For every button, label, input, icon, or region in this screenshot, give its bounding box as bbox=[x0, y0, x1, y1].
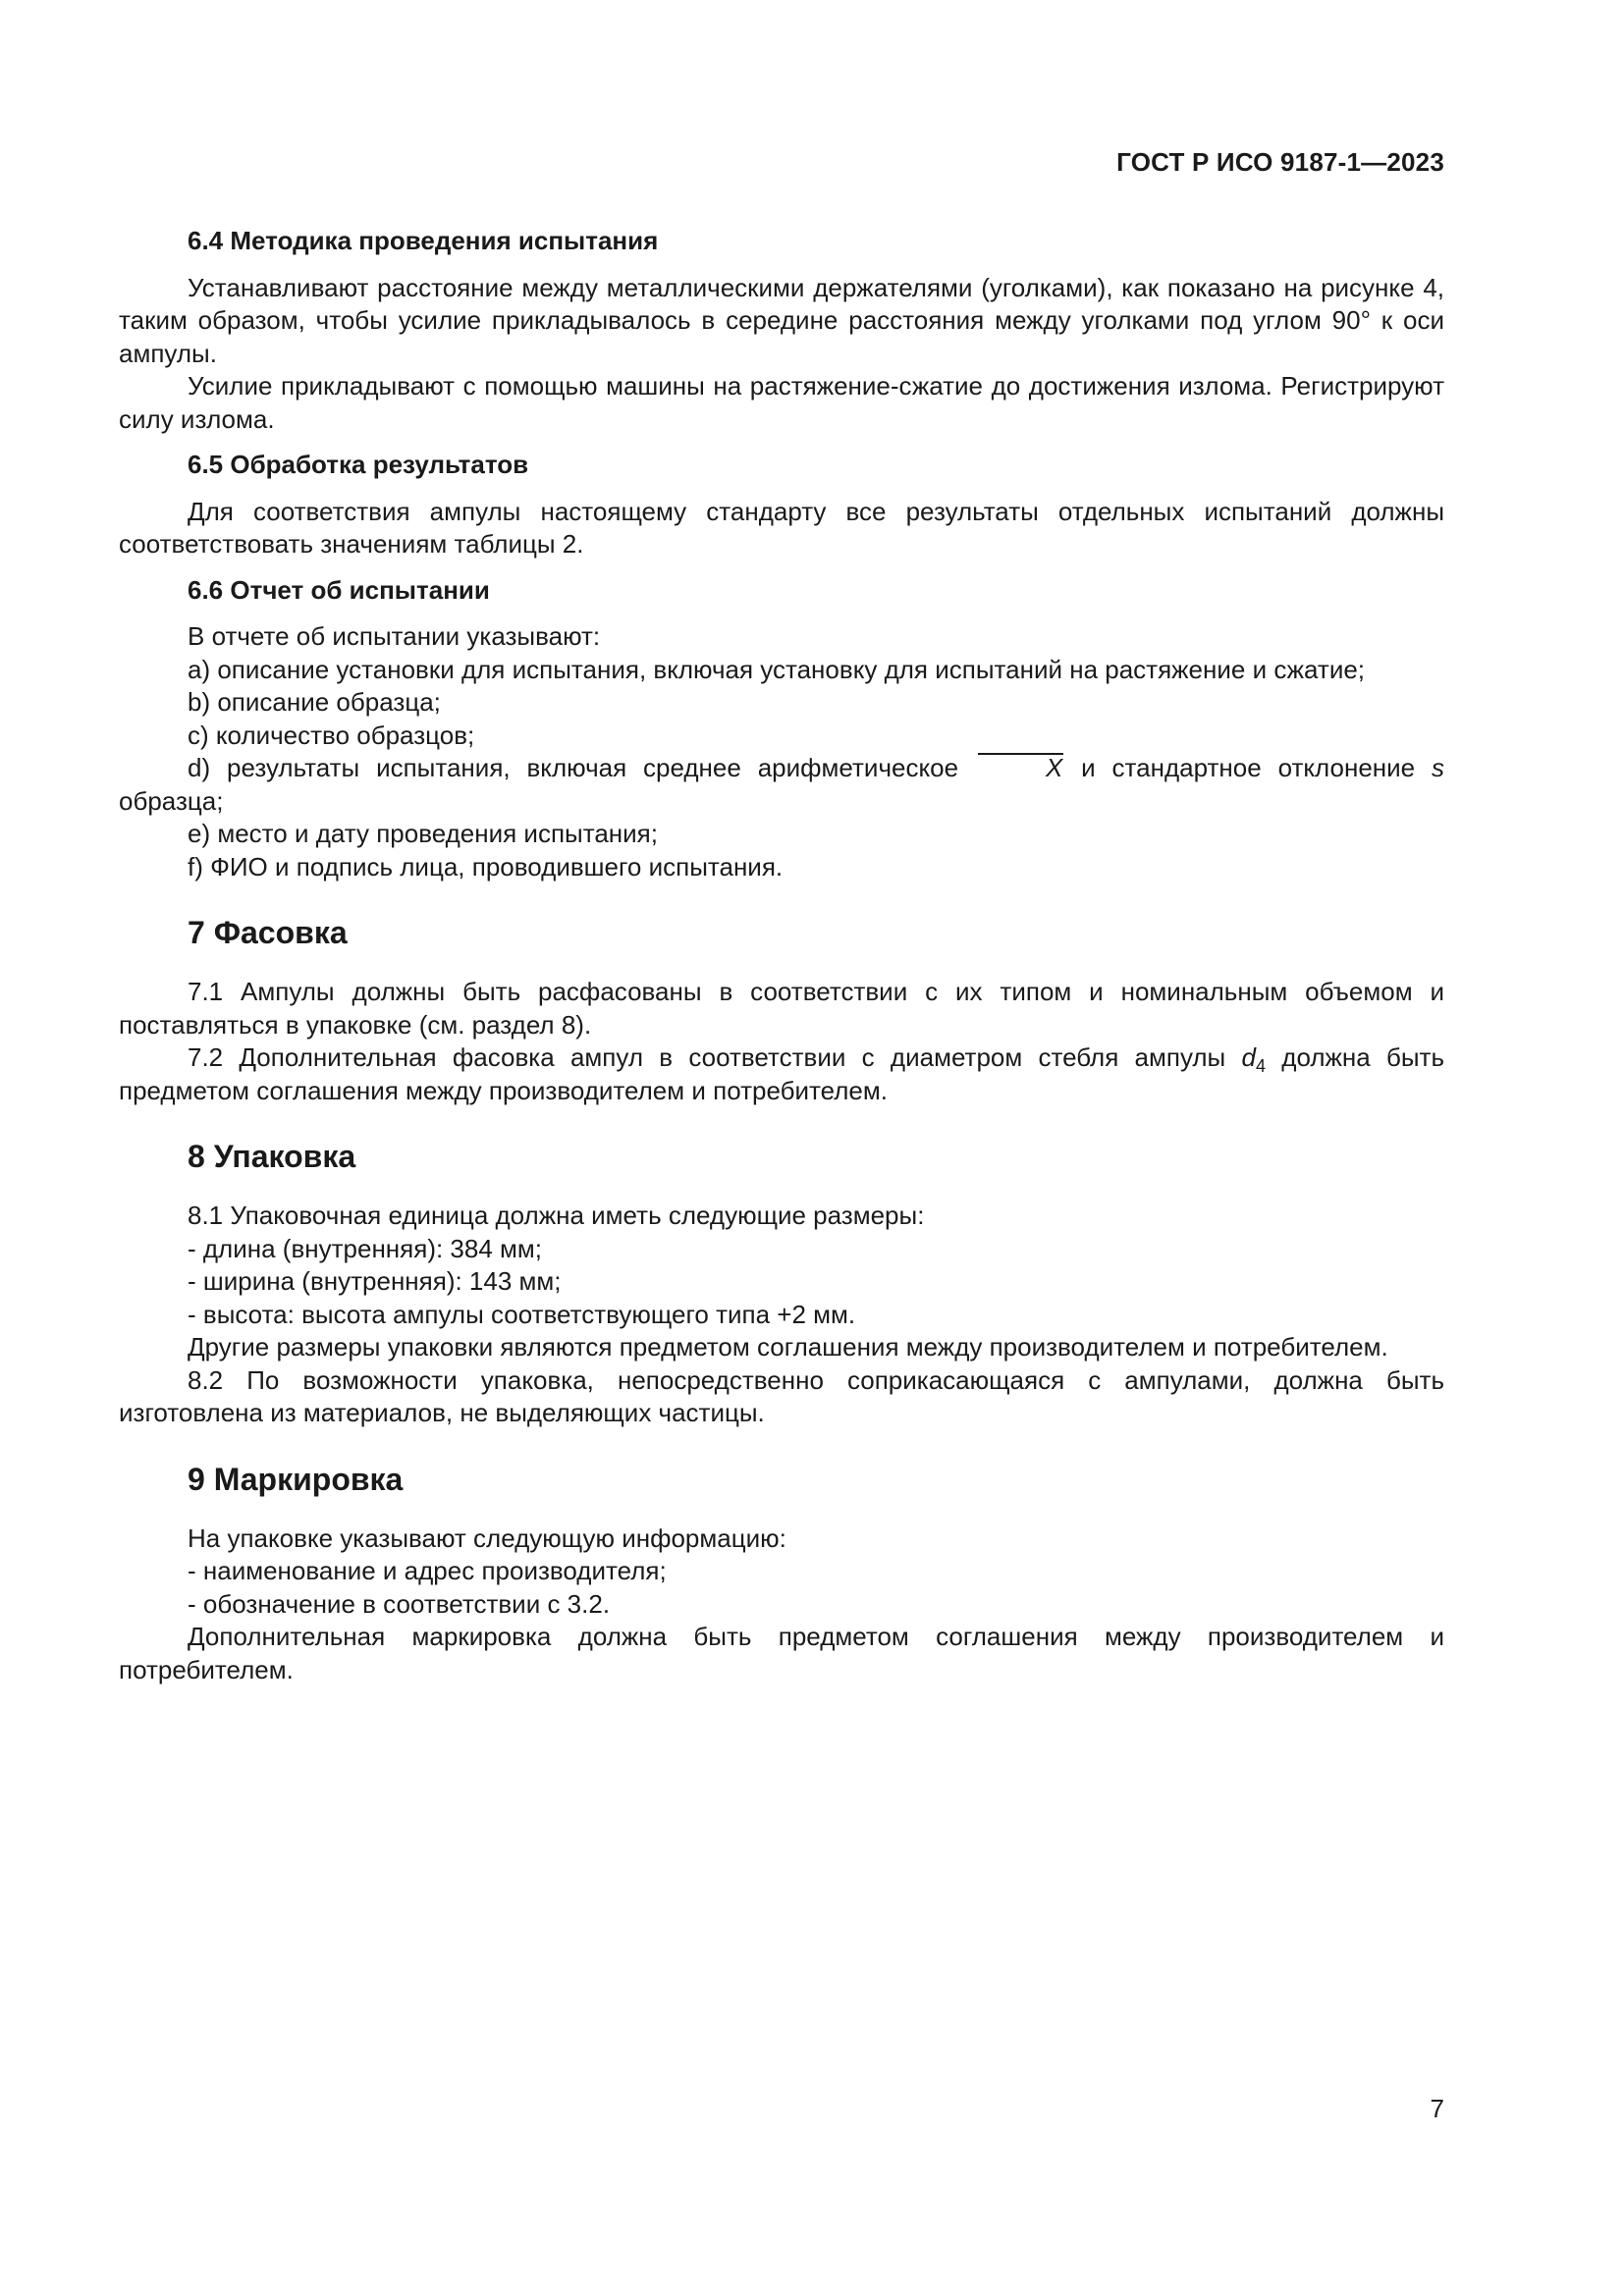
paragraph-6-5-1: Для соответствия ампулы настоящему стандарту все результаты отдельных испытаний должны соответствовать значениям таблицы 2. bbox=[119, 496, 1444, 559]
paragraph-7-2 bbox=[119, 1041, 1444, 1107]
list-item-a: а) описание установки для испытания, включая установку для испытаний на растяжение и сжатие; bbox=[188, 654, 1366, 684]
section-heading-6-6: 6.6 Отчет об испытании bbox=[188, 574, 490, 605]
paragraph-6-4-2: Усилие прикладывают с помощью машины на растяжение-сжатие до достижения излома. Регистрируют силу излома. bbox=[119, 371, 1444, 434]
diameter-subscript: 4 bbox=[1255, 1056, 1266, 1077]
section-heading-6-5: 6.5 Обработка результатов bbox=[188, 450, 529, 479]
list-item-d bbox=[119, 752, 1444, 818]
document-identifier: ГОСТ Р ИСО 9187-1—2023 bbox=[1116, 147, 1444, 177]
mean-symbol: X bbox=[975, 752, 1064, 785]
chapter-heading-9: 9 Маркировка bbox=[188, 1461, 404, 1497]
list-item-d-text-end: образца; bbox=[119, 785, 224, 816]
paragraph-6-6-intro: В отчете об испытании указывают: bbox=[188, 621, 601, 651]
list-item-e: е) место и дату проведения испытания; bbox=[188, 819, 658, 848]
diameter-symbol: d bbox=[1241, 1042, 1256, 1072]
list-item-d-text-start: d) результаты испытания, включая среднее арифметическое bbox=[188, 753, 975, 782]
dimension-item-width: - ширина (внутренняя): 143 мм; bbox=[188, 1266, 562, 1296]
paragraph-8-2: 8.2 По возможности упаковка, непосредственно соприкасающаяся с ампулами, должна быть изготовлена из материалов, не выделяющих частицы. bbox=[119, 1364, 1444, 1427]
list-item-c: с) количество образцов; bbox=[188, 720, 475, 750]
paragraph-8-other-sizes: Другие размеры упаковки являются предметом соглашения между производителем и потребителем. bbox=[188, 1332, 1388, 1362]
paragraph-6-4-1: Устанавливают расстояние между металлическими держателями (уголками), как показано на рисунке 4, таким образом, чтобы усилие прикладывалось в середине расстояния между уголками под углом 90° к оси ампулы. bbox=[119, 272, 1444, 368]
document-body bbox=[119, 225, 1444, 1686]
marking-item-designation: - обозначение в соответствии с 3.2. bbox=[188, 1588, 611, 1619]
paragraph-9-intro: На упаковке указывают следующую информацию: bbox=[188, 1522, 786, 1553]
paragraph-8-1: 8.1 Упаковочная единица должна иметь следующие размеры: bbox=[188, 1201, 925, 1230]
paragraph-9-additional: Дополнительная маркировка должна быть предметом соглашения между производителем и потребителем. bbox=[119, 1622, 1444, 1684]
std-deviation-symbol: s bbox=[1432, 753, 1445, 782]
list-item-b: b) описание образца; bbox=[188, 687, 441, 717]
chapter-heading-8: 8 Упаковка bbox=[188, 1139, 356, 1174]
chapter-heading-7: 7 Фасовка bbox=[188, 915, 348, 950]
marking-item-manufacturer: - наименование и адрес производителя; bbox=[188, 1556, 667, 1585]
page-number: 7 bbox=[1430, 2094, 1444, 2123]
list-item-f: f) ФИО и подпись лица, проводившего испытания. bbox=[188, 851, 784, 881]
section-heading-6-4: 6.4 Методика проведения испытания bbox=[188, 226, 659, 255]
dimension-item-height: - высота: высота ампулы соответствующего типа +2 мм. bbox=[188, 1299, 856, 1329]
paragraph-7-2-text-start: 7.2 Дополнительная фасовка ампул в соответствии с диаметром стебля ампулы bbox=[188, 1042, 1242, 1072]
paragraph-7-2-text-end: должна быть предметом соглашения между производителем и потребителем. bbox=[119, 1042, 1445, 1105]
list-item-d-text-middle: и стандартное отклонение bbox=[1064, 753, 1433, 782]
paragraph-7-1: 7.1 Ампулы должны быть расфасованы в соответствии с их типом и номинальным объемом и поставляться в упаковке (см. раздел 8). bbox=[119, 977, 1444, 1040]
dimension-item-length: - длина (внутренняя): 384 мм; bbox=[188, 1233, 543, 1263]
